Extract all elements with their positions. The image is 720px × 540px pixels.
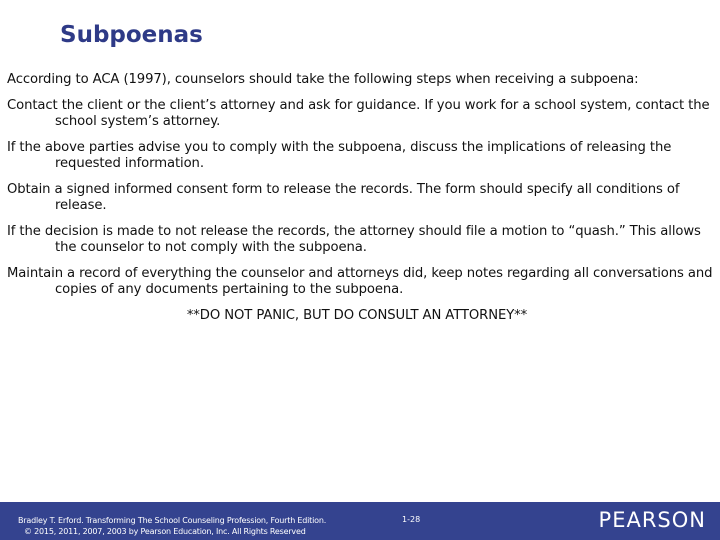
citation-line-1: Bradley T. Erford. Transforming The School Counseling Profession, Fourth Edition.	[18, 516, 327, 525]
step-item: Maintain a record of everything the counselor and attorneys did, keep notes regarding all conversations and copies of any documents pertaining to the subpoena.	[7, 266, 713, 297]
step-item: If the above parties advise you to comply with the subpoena, discuss the implications of releasing the requested information.	[7, 140, 672, 171]
step-item: Obtain a signed informed consent form to release the records. The form should specify all conditions of release.	[7, 182, 680, 213]
citation-line-2: © 2015, 2011, 2007, 2003 by Pearson Education, Inc. All Rights Reserved	[24, 527, 306, 536]
slide-body	[7, 72, 719, 324]
citation	[18, 515, 326, 537]
footer-bar	[0, 502, 720, 540]
page-number: 1-28	[402, 515, 421, 524]
pearson-logo: PEARSON	[598, 508, 706, 532]
step-item: If the decision is made to not release the records, the attorney should file a motion to “quash.” This allows the counselor to not comply with the subpoena.	[7, 224, 701, 255]
warning-note: **DO NOT PANIC, BUT DO CONSULT AN ATTORNEY**	[186, 308, 528, 323]
intro-text: According to ACA (1997), counselors should take the following steps when receiving a subpoena:	[7, 72, 639, 87]
step-item: Contact the client or the client’s attorney and ask for guidance. If you work for a school system, contact the school system’s attorney.	[7, 98, 710, 129]
slide-title: Subpoenas	[60, 22, 203, 48]
